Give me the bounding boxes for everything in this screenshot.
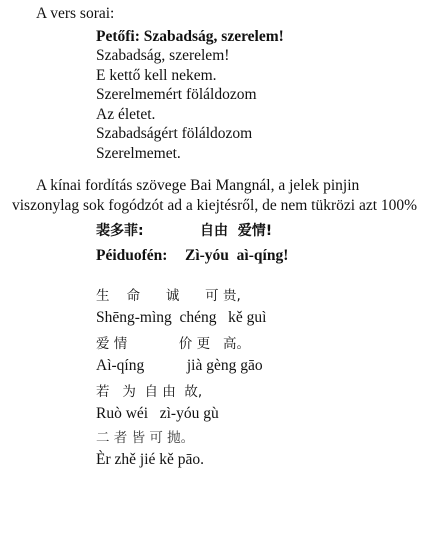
chinese-author: 裴多菲: [96,223,144,239]
chinese-line-2 [96,334,250,354]
pinyin-line-3: Ruò wéi zì-yóu gù [96,405,219,422]
pinyin-line-1: Shēng-mìng chéng kě guì [96,309,267,326]
chinese-line-4 [96,428,194,448]
poem-line-1: Szabadság, szerelem! [96,47,230,64]
paragraph-line-1: A kínai fordítás szövege Bai Mangnál, a jelek pinjin [36,177,360,194]
pinyin-author: Péiduofén: [96,247,168,264]
chinese-line-1 [96,286,241,306]
pinyin-line-2 [96,356,263,376]
chinese-line-1-hanzi: 生 命 诚 可 贵, [96,288,241,304]
poem-line-5: Szabadságért föláldozom [96,125,253,142]
poem-title: Petőfi: Szabadság, szerelem! [96,28,284,45]
poem-line-2: E kettő kell nekem. [96,67,217,84]
pinyin-line-2-text: Aì-qíng jià gèng gāo [96,357,263,374]
intro-text: A vers sorai: [36,5,115,22]
poem-line-6: Szerelmemet. [96,145,181,162]
pinyin-line-4: Èr zhě jié kě pāo. [96,451,205,468]
poem-line-4: Az életet. [96,106,156,123]
paragraph-line-2: viszonylag sok fogódzót ad a kiejtésről, de nem tükrözi azt 100% [12,197,418,214]
chinese-line-2-hanzi: 爱 情 价 更 高。 [96,336,250,352]
chinese-line-3-hanzi: 若 为 自 由 故, [96,384,203,400]
poem-line-3: Szerelmemért föláldozom [96,86,257,103]
pinyin-title: Zì-yóu aì-qíng! [185,247,289,264]
chinese-title: 自由 爱情! [200,223,273,239]
chinese-line-3 [96,382,202,402]
chinese-line-4-hanzi: 二 者 皆 可 抛。 [96,430,195,446]
